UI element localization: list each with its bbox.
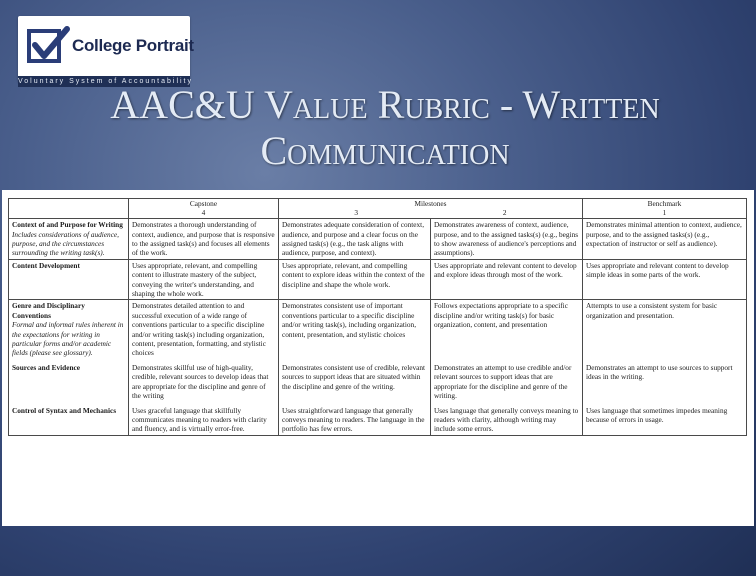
criterion-title: Sources and Evidence <box>12 362 80 372</box>
level-1-cell: Uses language that sometimes impedes meaning because of errors in usage. <box>583 402 747 436</box>
rubric-header-capstone <box>129 199 279 219</box>
level-4-cell: Demonstrates a thorough understanding of context, audience, and purpose that is responsive to the assigned task(s) and focuses all elements of the work. <box>129 219 279 260</box>
rubric-row <box>9 359 747 402</box>
rubric-header-milestones <box>279 199 583 219</box>
criterion-title: Genre and Disciplinary Conventions <box>12 301 85 320</box>
rubric-header-benchmark <box>583 199 747 219</box>
benchmark-label: Benchmark <box>647 199 682 208</box>
slide-title-line-1: AAC&U Value Rubric - Written <box>110 82 660 127</box>
rubric-row <box>9 300 747 359</box>
capstone-label: Capstone <box>189 199 218 208</box>
level-2-cell: Follows expectations appropriate to a specific discipline and/or writing task(s) for basic organization, content, and presentation <box>431 300 583 359</box>
level-2-cell: Uses appropriate and relevant content to develop and explore ideas through most of the work. <box>431 259 583 300</box>
criterion-title: Content Development <box>12 260 80 270</box>
level-4-cell: Demonstrates skillful use of high-quality, credible, relevant sources to develop ideas that are appropriate for the discipline and genre of the writing <box>129 359 279 402</box>
rubric-table <box>8 198 747 436</box>
level-3-cell: Uses appropriate, relevant, and compelling content to explore ideas within the context of the discipline and shape the whole work. <box>279 259 431 300</box>
level-1-cell: Demonstrates an attempt to use sources to support ideas in the writing. <box>583 359 747 402</box>
milestone-level-3: 3 <box>354 207 359 217</box>
level-4-cell: Demonstrates detailed attention to and successful execution of a wide range of conventions particular to a specific discipline and/or writing task(s) including organization, content, presentation, formatting, and stylistic choices <box>129 300 279 359</box>
criterion-description: Includes considerations of audience, purpose, and the circumstances surrounding the writing task(s). <box>12 229 119 258</box>
logo-name: College Portrait <box>72 36 194 55</box>
level-2-cell: Uses language that generally conveys meaning to readers with clarity, although writing may include some errors. <box>431 402 583 436</box>
rubric-row <box>9 402 747 436</box>
capstone-level: 4 <box>201 207 206 217</box>
milestone-level-2: 2 <box>502 207 507 217</box>
criterion-cell <box>9 219 129 260</box>
college-portrait-logo <box>18 16 194 85</box>
level-2-cell: Demonstrates an attempt to use credible and/or relevant sources to support ideas that are appropriate for the discipline and genre of the writing. <box>431 359 583 402</box>
rubric-row <box>9 259 747 300</box>
benchmark-level: 1 <box>662 207 667 217</box>
level-4-cell: Uses graceful language that skillfully communicates meaning to readers with clarity and fluency, and is virtually error-free. <box>129 402 279 436</box>
slide-title <box>60 82 710 174</box>
criterion-cell <box>9 359 129 402</box>
level-2-cell: Demonstrates awareness of context, audience, purpose, and to the assigned tasks(s) (e.g., begins to show awareness of audience's perceptions and assumptions). <box>431 219 583 260</box>
level-3-cell: Demonstrates adequate consideration of context, audience, and purpose and a clear focus on the assigned task(s) (e.g., the task aligns with audience, purpose, and context). <box>279 219 431 260</box>
criterion-cell <box>9 300 129 359</box>
criterion-cell <box>9 402 129 436</box>
level-1-cell: Demonstrates minimal attention to context, audience, purpose, and to the assigned tasks(s) (e.g., expectation of instructor or self as audience). <box>583 219 747 260</box>
criterion-cell <box>9 259 129 300</box>
rubric-row <box>9 219 747 260</box>
criterion-title: Context of and Purpose for Writing <box>12 220 123 230</box>
criterion-title: Control of Syntax and Mechanics <box>12 405 117 415</box>
rubric-panel <box>2 190 754 526</box>
logo-tagline: Voluntary System of Accountability <box>18 78 193 85</box>
rubric-header-row <box>9 199 747 219</box>
rubric-header-blank <box>9 199 129 219</box>
level-3-cell: Demonstrates consistent use of important conventions particular to a specific discipline and/or writing task(s), including organization, content, presentation, and stylistic choices <box>279 300 431 359</box>
level-3-cell: Demonstrates consistent use of credible, relevant sources to support ideas that are situated within the discipline and genre of the writing. <box>279 359 431 402</box>
slide-title-line-2: Communication <box>260 128 510 173</box>
level-3-cell: Uses straightforward language that generally conveys meaning to readers. The language in the portfolio has few errors. <box>279 402 431 436</box>
criterion-description: Formal and informal rules inherent in the expectations for writing in particular forms and/or academic fields (please see glossary). <box>12 320 124 358</box>
checkmark-icon <box>27 25 71 69</box>
milestones-label: Milestones <box>414 199 447 208</box>
level-1-cell: Attempts to use a consistent system for basic organization and presentation. <box>583 300 747 359</box>
level-1-cell: Uses appropriate and relevant content to develop simple ideas in some parts of the work. <box>583 259 747 300</box>
level-4-cell: Uses appropriate, relevant, and compelling content to illustrate mastery of the subject, conveying the writer's understanding, and shaping the whole work. <box>129 259 279 300</box>
